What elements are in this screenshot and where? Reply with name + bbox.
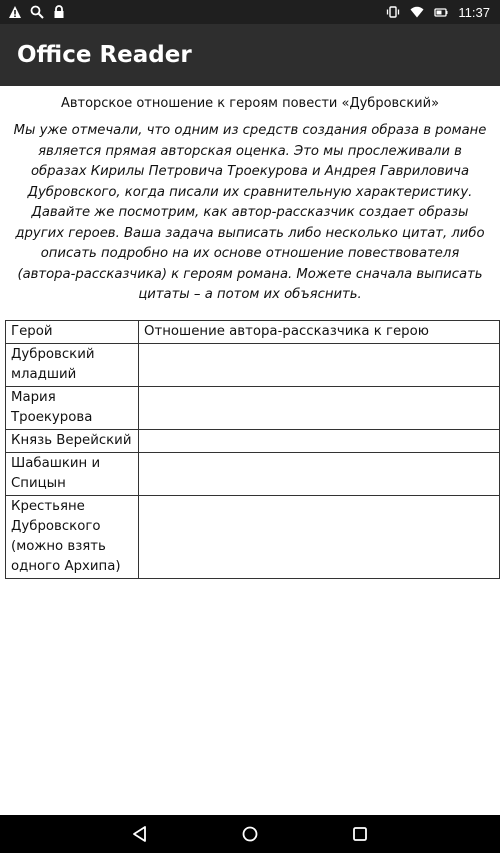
back-icon [131, 825, 149, 843]
warning-icon [8, 5, 22, 19]
table-row [6, 387, 500, 430]
battery-icon [434, 5, 448, 19]
vibrate-icon [386, 5, 400, 19]
back-button[interactable] [125, 819, 155, 849]
hero-cell: Крестьяне Дубровского (можно взять одного Архипа) [6, 496, 139, 579]
home-button[interactable] [235, 819, 265, 849]
attitude-cell [139, 496, 500, 579]
header-attitude: Отношение автора-рассказчика к герою [139, 321, 500, 344]
clock: 11:37 [458, 4, 490, 20]
table-row [6, 344, 500, 387]
hero-cell: Шабашкин и Спицын [6, 453, 139, 496]
app-title: Office Reader [17, 42, 192, 68]
heroes-table [5, 320, 500, 579]
header-hero: Герой [6, 321, 139, 344]
lock-icon [52, 5, 66, 19]
home-icon [241, 825, 259, 843]
status-left-icons [0, 5, 66, 19]
hero-cell: Мария Троекурова [6, 387, 139, 430]
app-bar [0, 24, 500, 86]
recents-icon [351, 825, 369, 843]
status-bar [0, 0, 500, 24]
document-intro: Мы уже отмечали, что одним из средств создания образа в романе является прямая авторская оценка. Это мы прослеживали в образах Кирилы Петровича Троекурова и Андрея Гавриловича Дубровского, когда писали их сравнительную характеристику. Давайте же посмотрим, как автор-рассказчик создает образы других героев. Ваша задача выписать либо несколько цитат, либо описать подробно на их основе отношение повествователя (автора-рассказчика) к героям романа. Можете сначала выписать цитаты – а потом их объяснить. [13, 123, 487, 302]
attitude-cell [139, 430, 500, 453]
hero-cell: Князь Верейский [6, 430, 139, 453]
table-header-row [6, 321, 500, 344]
navigation-bar [0, 815, 500, 853]
document-title: Авторское отношение к героям повести «Дубровский» [60, 96, 440, 111]
attitude-cell [139, 344, 500, 387]
attitude-cell [139, 453, 500, 496]
table-row [6, 430, 500, 453]
search-icon [30, 5, 44, 19]
wifi-icon [410, 5, 424, 19]
table-row [6, 453, 500, 496]
attitude-cell [139, 387, 500, 430]
hero-cell: Дубровский младший [6, 344, 139, 387]
status-right [386, 5, 500, 20]
document-view[interactable] [0, 86, 500, 815]
recents-button[interactable] [345, 819, 375, 849]
table-row [6, 496, 500, 579]
